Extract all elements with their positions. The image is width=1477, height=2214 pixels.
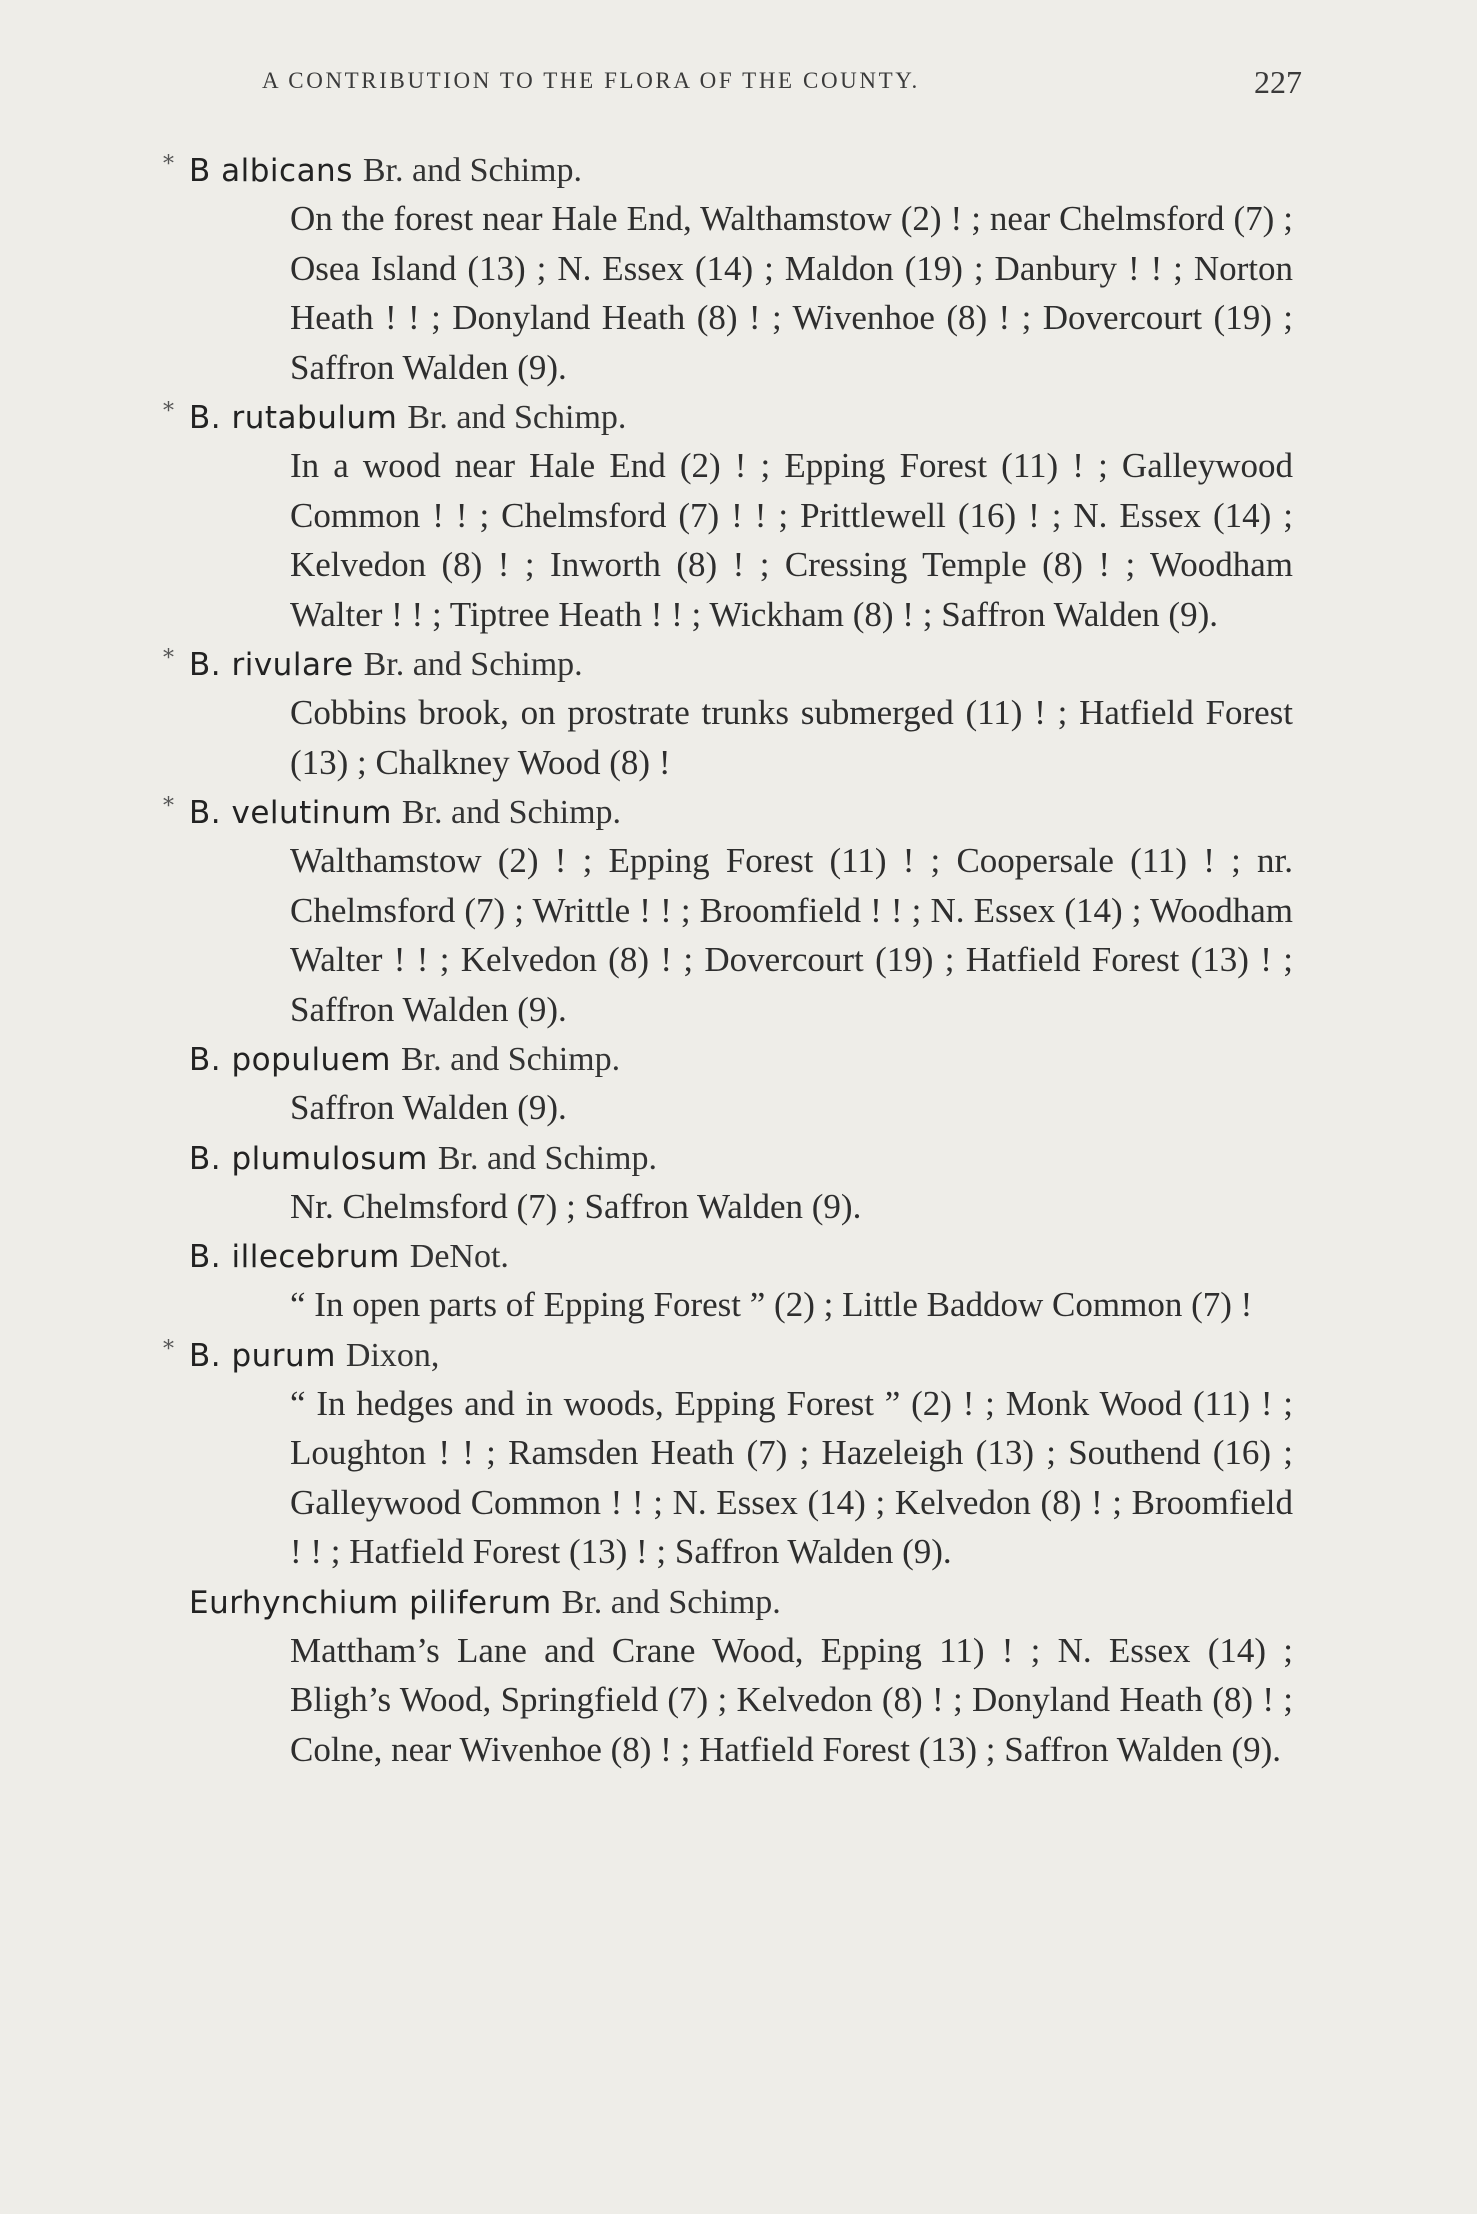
species-heading — [163, 1577, 1303, 1626]
species-entry — [163, 1330, 1303, 1577]
species-entry — [163, 639, 1303, 787]
species-entry — [163, 787, 1303, 1034]
species-localities: On the forest near Hale End, Walthamstow (2) ! ; near Chelmsford (7) ; Osea Island (13) ; N. Essex (14) ; Maldon (19) ; Danbury ! ! ; Norton Heath ! ! ; Donyland Heath (8) ! ; Wivenhoe (8) ! ; Dovercourt (19) ; Saffron Walden (9). — [290, 199, 1293, 387]
species-entry — [163, 392, 1303, 639]
species-authority: Br. and Schimp. — [400, 1041, 621, 1078]
species-authority: Br. and Schimp. — [561, 1583, 781, 1621]
species-entry — [163, 145, 1303, 392]
species-heading — [163, 787, 1303, 836]
species-name: B. velutinum — [189, 795, 392, 831]
species-authority: Br. and Schimp. — [401, 794, 622, 831]
species-name: Eurhynchium piliferum — [189, 1584, 552, 1621]
species-heading — [163, 1034, 1303, 1083]
species-name: B. populuem — [189, 1042, 391, 1078]
species-name: B. plumulosum — [189, 1140, 428, 1177]
species-entry — [163, 1231, 1303, 1330]
species-authority: Br. and Schimp. — [362, 152, 582, 189]
species-entry — [163, 1577, 1303, 1775]
species-authority: DeNot. — [409, 1238, 509, 1275]
species-localities: Saffron Walden (9). — [290, 1088, 567, 1127]
species-name: B. rivulare — [189, 647, 354, 683]
species-name: B. illecebrum — [189, 1239, 400, 1275]
asterisk-marker: * — [163, 152, 174, 177]
species-localities: Cobbins brook, on prostrate trunks submerged (11) ! ; Hatfield Forest (13) ; Chalkney Wood (8) ! — [290, 693, 1293, 782]
page-number: 227 — [1254, 64, 1302, 100]
species-localities: In a wood near Hale End (2) ! ; Epping Forest (11) ! ; Galleywood Common ! ! ; Chelmsford (7) ! ! ; Prittlewell (16) ! ; N. Essex (14) ; Kelvedon (8) ! ; Inworth (8) ! ; Cressing Temple (8) ! ; Woodham Walter ! ! ; Tiptree Heath ! ! ; Wickham (8) ! ; Saffron Walden (9). — [290, 446, 1293, 634]
species-name: B albicans — [189, 153, 353, 189]
species-heading — [163, 1133, 1303, 1182]
species-entry — [163, 1034, 1303, 1133]
species-list — [163, 145, 1303, 1774]
species-authority: Br. and Schimp. — [363, 646, 583, 683]
asterisk-marker: * — [163, 1336, 174, 1362]
asterisk-marker: * — [163, 399, 174, 424]
species-localities: Mattham’s Lane and Crane Wood, Epping 11) ! ; N. Essex (14) ; Bligh’s Wood, Springfield (7) ; Kelvedon (8) ! ; Donyland Heath (8) ! ; Colne, near Wivenhoe (8) ! ; Hatfield Forest (13) ; Saffron Walden (9). — [290, 1630, 1293, 1769]
species-name: B. purum — [189, 1337, 336, 1374]
species-localities: Nr. Chelmsford (7) ; Saffron Walden (9). — [290, 1186, 862, 1226]
species-heading — [163, 1231, 1303, 1280]
species-authority: Dixon, — [345, 1336, 440, 1374]
species-heading — [163, 392, 1303, 441]
species-heading — [163, 145, 1303, 194]
species-heading — [163, 639, 1303, 688]
species-name: B. rutabulum — [189, 400, 398, 436]
species-heading — [163, 1330, 1303, 1379]
species-authority: Br. and Schimp. — [407, 399, 627, 436]
species-localities: “ In open parts of Epping Forest ” (2) ; Little Baddow Common (7) ! — [290, 1285, 1253, 1324]
asterisk-marker: * — [163, 646, 174, 671]
species-localities: Walthamstow (2) ! ; Epping Forest (11) ! ; Coopersale (11) ! ; nr. Chelmsford (7) ; Writtle ! ! ; Broomfield ! ! ; N. Essex (14) ; Woodham Walter ! ! ; Kelvedon (8) ! ; Dovercourt (19) ; Hatfield Forest (13) ! ; Saffron Walden (9). — [290, 841, 1293, 1029]
running-title: A CONTRIBUTION TO THE FLORA OF THE COUNTY. — [262, 68, 920, 93]
asterisk-marker: * — [163, 794, 174, 819]
species-authority: Br. and Schimp. — [437, 1139, 657, 1177]
species-localities: “ In hedges and in woods, Epping Forest ” (2) ! ; Monk Wood (11) ! ; Loughton ! ! ; Ramsden Heath (7) ; Hazeleigh (13) ; Southend (16) ; Galleywood Common ! ! ; N. Essex (14) ; Kelvedon (8) ! ; Broomfield ! ! ; Hatfield Forest (13) ! ; Saffron Walden (9). — [290, 1383, 1293, 1571]
species-entry — [163, 1133, 1303, 1232]
running-head — [262, 64, 1302, 108]
